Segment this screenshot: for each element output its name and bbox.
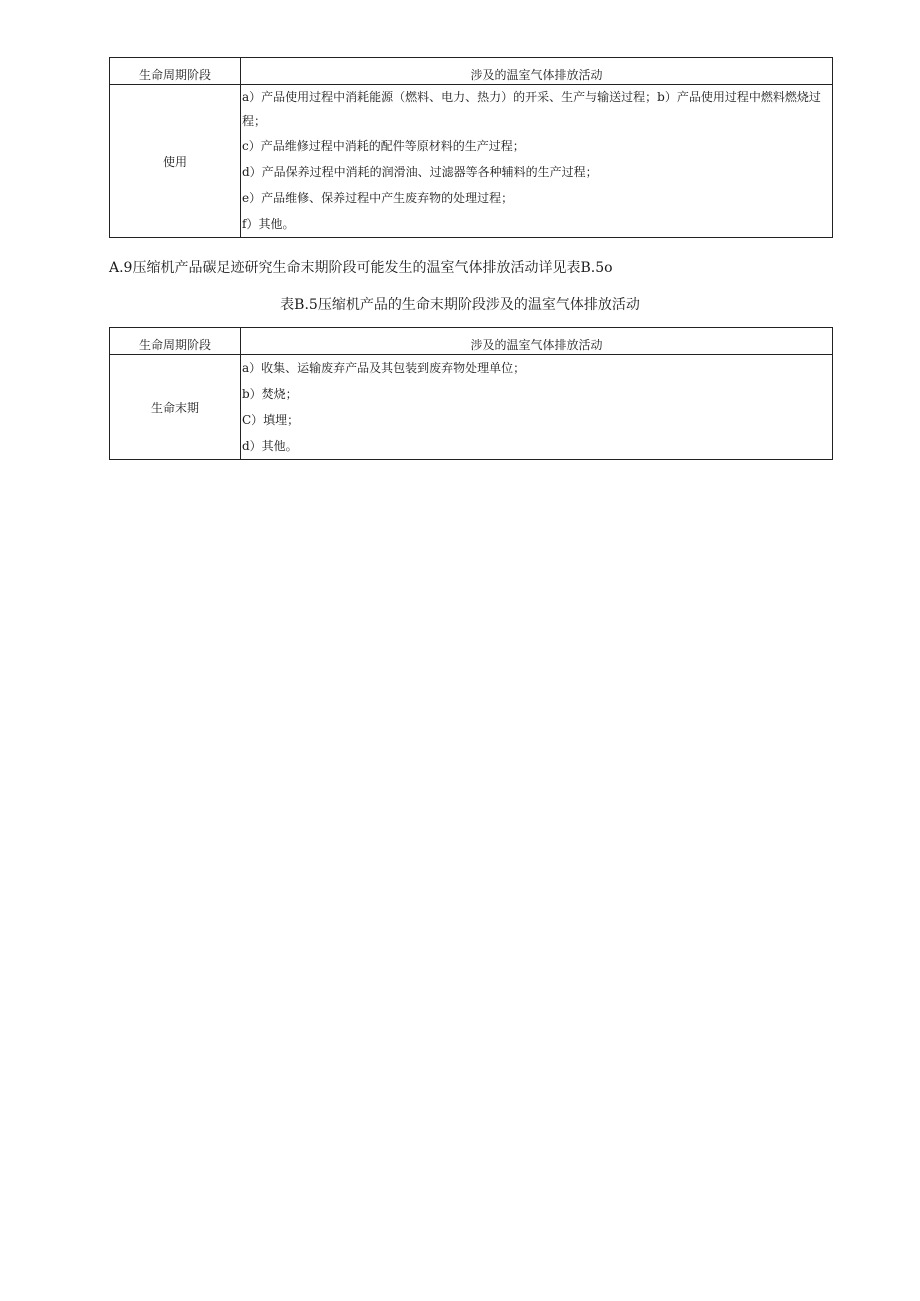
header-lifecycle-stage: 生命周期阶段 xyxy=(110,58,241,85)
activity-line: a）产品使用过程中消耗能源（燃料、电力、热力）的开采、生产与输送过程；b）产品使用过程中燃料燃烧过程； xyxy=(242,90,821,128)
header-emission-activities: 涉及的温室气体排放活动 xyxy=(241,328,833,355)
stage-cell: 使用 xyxy=(110,85,241,238)
use-stage-table xyxy=(109,57,833,238)
activity-line: a）收集、运输废弃产品及其包装到废弃物处理单位； xyxy=(242,361,526,375)
activity-line: C）填埋； xyxy=(242,413,300,427)
activities-cell xyxy=(241,85,833,238)
header-lifecycle-stage: 生命周期阶段 xyxy=(110,328,241,355)
table-header-row xyxy=(110,58,833,85)
activity-line: c）产品维修过程中消耗的配件等原材料的生产过程； xyxy=(242,139,525,153)
table-header-row xyxy=(110,328,833,355)
activities-cell xyxy=(241,355,833,460)
body-paragraph: A.9压缩机产品碳足迹研究生命末期阶段可能发生的温室气体排放活动详见表B.5o xyxy=(109,260,613,276)
activity-line: f）其他。 xyxy=(242,217,295,231)
activity-line: e）产品维修、保养过程中产生废弃物的处理过程； xyxy=(242,191,514,205)
activity-line: b）焚烧； xyxy=(242,387,298,401)
table-caption: 表B.5压缩机产品的生命末期阶段涉及的温室气体排放活动 xyxy=(280,297,640,313)
header-emission-activities: 涉及的温室气体排放活动 xyxy=(241,58,833,85)
end-of-life-stage-table xyxy=(109,327,833,460)
activity-line: d）产品保养过程中消耗的润滑油、过滤器等各种辅料的生产过程； xyxy=(242,165,598,179)
activity-line: d）其他。 xyxy=(242,439,298,453)
table-row xyxy=(110,85,833,238)
stage-cell: 生命末期 xyxy=(110,355,241,460)
table-row xyxy=(110,355,833,460)
